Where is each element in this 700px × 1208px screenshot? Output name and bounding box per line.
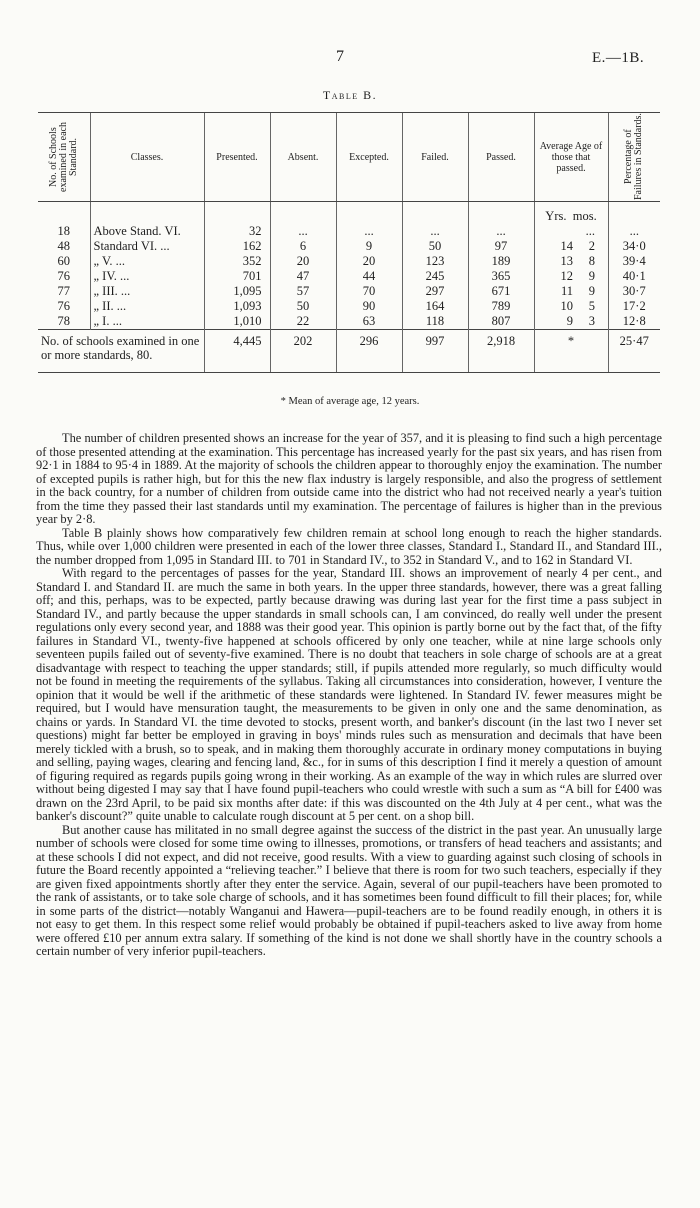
table-title: Table B. [322, 88, 378, 102]
cell-presented: 1,095 [204, 284, 270, 299]
cell-schools: 48 [57, 239, 70, 253]
total-presented: 4,445 [204, 330, 270, 373]
paragraph: The number of children presented shows an increase for the year of 357, and it is pleasing to find such a high percentage of those presented attending at the examination. This percentage has increased yearly for the past six years, and has risen from 92·1 in 1884 to 95·4 in 1889. At the majority of schools the children appear to thoroughly enjoy the examination. The number of excepted pupils is rather high, but for this the new flax industry is largely responsible, and also the progress of settlement in the back country, for a number of children from outside came into the district who had not received nearly a year's tuition from the time they passed their last standards until my examination. The percentage of failures is higher than in the previous year by 2·8. [36, 431, 662, 526]
cell-excepted: 90 [336, 299, 402, 314]
age-units: Yrs. mos. [534, 202, 608, 225]
cell-schools: 76 [57, 269, 70, 283]
table-row [38, 254, 660, 269]
total-failed: 997 [402, 330, 468, 373]
cell-excepted: ... [336, 224, 402, 239]
cell-months: 3 [588, 314, 595, 328]
cell-presented: 1,093 [204, 299, 270, 314]
cell-months: 9 [588, 269, 595, 283]
cell-years: 14 [560, 239, 573, 253]
table-row [38, 284, 660, 299]
cell-years: 11 [560, 284, 573, 298]
cell-excepted: 70 [336, 284, 402, 299]
header-average-age: Average Age of those that passed. [534, 113, 608, 202]
paragraph: Table B plainly shows how comparatively few children remain at school long enough to reach the higher standards. Thus, while over 1,000 children were presented in each of the lower three classes, Standard I., Standard II., and Standard III., the number dropped from 1,095 in Standard III. to 701 in Standard IV., to 352 in Standard V., and to 162 in Standard VI. [36, 525, 662, 567]
header-classes: Classes. [90, 113, 204, 202]
cell-passed: 365 [468, 269, 534, 284]
totals-row [38, 330, 660, 373]
cell-passed: 671 [468, 284, 534, 299]
cell-presented: 352 [204, 254, 270, 269]
cell-absent: 50 [270, 299, 336, 314]
total-excepted: 296 [336, 330, 402, 373]
cell-class: „ V. ... [90, 254, 204, 269]
cell-years: 13 [560, 254, 573, 268]
cell-months: 2 [588, 239, 595, 253]
cell-average-age [534, 239, 608, 254]
cell-schools: 18 [57, 224, 70, 238]
cell-average-age [534, 254, 608, 269]
page-number: 7 [336, 48, 344, 65]
header-presented: Presented. [204, 113, 270, 202]
total-passed: 2,918 [468, 330, 534, 373]
cell-percentage: 17·2 [608, 299, 660, 314]
cell-schools: 60 [57, 254, 70, 268]
cell-class: Above Stand. VI. [90, 224, 204, 239]
cell-passed: 789 [468, 299, 534, 314]
cell-excepted: 20 [336, 254, 402, 269]
cell-failed: 50 [402, 239, 468, 254]
cell-absent: 6 [270, 239, 336, 254]
cell-passed: 189 [468, 254, 534, 269]
cell-failed: ... [402, 224, 468, 239]
cell-class: „ I. ... [90, 314, 204, 330]
cell-absent: 22 [270, 314, 336, 330]
statistics-table [38, 112, 660, 373]
cell-average-age [534, 299, 608, 314]
header-passed: Passed. [468, 113, 534, 202]
cell-excepted: 9 [336, 239, 402, 254]
cell-failed: 164 [402, 299, 468, 314]
cell-presented: 162 [204, 239, 270, 254]
cell-months: 5 [588, 299, 595, 313]
total-percentage: 25·47 [608, 330, 660, 373]
cell-months: ... [585, 224, 595, 238]
cell-presented: 1,010 [204, 314, 270, 330]
cell-years: 12 [560, 269, 573, 283]
cell-percentage: 34·0 [608, 239, 660, 254]
cell-passed: 807 [468, 314, 534, 330]
total-average-age: * [534, 330, 608, 373]
cell-months: 8 [588, 254, 595, 268]
totals-label: No. of schools examined in one or more standards, 80. [38, 330, 204, 373]
header-absent: Absent. [270, 113, 336, 202]
cell-absent: 57 [270, 284, 336, 299]
cell-failed: 297 [402, 284, 468, 299]
header-failed: Failed. [402, 113, 468, 202]
body-text [36, 432, 662, 959]
paragraph: With regard to the percentages of passes for the year, Standard III. shows an improvement of nearly 4 per cent., and Standard I. and Standard II. are much the same in both years. In the upper three standards, however, there was a great falling off; and this, perhaps, was to be expected, partly because drawing was during last year for the first time a pass subject in Standard IV., and partly because the upper standards in small schools can, I am convinced, do really well under the present regulations only every second year, and 1888 was their good year. This opinion is partly borne out by the fact that, of the fifty failures in Standard VI., twenty-five happened at schools officered by only one teacher, while at nine large schools only seventeen pupils failed out of seventy-five examined. There is no doubt that teachers in sole charge of schools are at a great disadvantage with respect to teaching the upper standards; still, if pupils attended more regularly, so much difficulty would not be found in meeting the requirements of the syllabus. Taking all circumstances into consideration, however, I venture the opinion that it would be well if the arithmetic of these standards were lightened. In Standard IV. fewer measures might be required, but I would have mensuration taught, the measurements to be given in only one and the same denomination, as chains or yards. In Standard VI. the time devoted to stocks, present worth, and banker's discount (in the last two I never set questions) might far better be employed in graving in boys' minds rules such as mensuration and decimals that have been merely tickled with a brush, so to speak, and in making them thoroughly accurate in ordinary money computations in buying and selling, paying wages, clearing and fencing land, &c., for in sums of this description I find it merely a question of amount of figuring required as regards pupils going wrong in their working. As an example of the way in which rules are slurred over without being digested I may say that I have found pupil-teachers who could wrestle with such a sum as “A bill for £400 was drawn on the 23rd April, to be paid six months after date: if this was discounted on the 4th July at 4 per cent., what was the banker's discount?” quite unable to calculate rough discount at 5 per cent. on a shop bill. [36, 566, 662, 823]
table-row [38, 239, 660, 254]
cell-failed: 118 [402, 314, 468, 330]
cell-class: „ II. ... [90, 299, 204, 314]
cell-average-age [534, 269, 608, 284]
cell-years: 10 [560, 299, 573, 313]
total-absent: 202 [270, 330, 336, 373]
cell-percentage: 30·7 [608, 284, 660, 299]
cell-percentage: 12·8 [608, 314, 660, 330]
table-footnote: * Mean of average age, 12 years. [280, 396, 420, 407]
cell-average-age [534, 224, 608, 239]
cell-schools: 76 [57, 299, 70, 313]
table-row [38, 269, 660, 284]
cell-years: 9 [566, 314, 573, 328]
document-reference: E.—1B. [592, 50, 645, 66]
cell-percentage: ... [608, 224, 660, 239]
cell-failed: 245 [402, 269, 468, 284]
cell-presented: 701 [204, 269, 270, 284]
cell-excepted: 63 [336, 314, 402, 330]
cell-schools: 78 [57, 314, 70, 328]
cell-absent: ... [270, 224, 336, 239]
table-header-row [38, 113, 660, 202]
header-percentage: Percentage of Failures in Standards. [608, 113, 660, 202]
cell-failed: 123 [402, 254, 468, 269]
header-schools: No. of Schools examined in each Standard. [38, 113, 90, 202]
cell-months: 9 [588, 284, 595, 298]
table-row [38, 224, 660, 239]
cell-class: Standard VI. ... [90, 239, 204, 254]
units-row [38, 202, 660, 225]
cell-average-age [534, 314, 608, 330]
cell-absent: 20 [270, 254, 336, 269]
cell-class: „ IV. ... [90, 269, 204, 284]
cell-passed: 97 [468, 239, 534, 254]
cell-percentage: 40·1 [608, 269, 660, 284]
paragraph: But another cause has militated in no small degree against the success of the district in the past year. An unusually large number of schools were closed for some time owing to illnesses, promotions, or transfers of head teachers and assistants; and at these schools I did not expect, and did not receive, good results. With a view to guarding against such closing of schools in future the Board recently appointed a “relieving teacher.” I believe that there is room for two such teachers, especially if they are given fixed appointments shortly after they enter the service. Again, several of our pupil-teachers have been promoted to the rank of assistants, or to take sole charge of schools, and it has sometimes been found difficult to fill their places; for, while in some parts of the district—notably Wanganui and Hawera—pupil-teachers are to be found readily enough, in others it is not easy to get them. In this respect some relief would probably be obtained if pupil-teachers asked to live away from home were offered £10 per annum extra salary. If something of the kind is not done we shall shortly have in the country schools a certain number of very inferior pupil-teachers. [36, 822, 662, 958]
header-excepted: Excepted. [336, 113, 402, 202]
cell-excepted: 44 [336, 269, 402, 284]
cell-absent: 47 [270, 269, 336, 284]
cell-average-age [534, 284, 608, 299]
cell-schools: 77 [57, 284, 70, 298]
table-row [38, 299, 660, 314]
cell-passed: ... [468, 224, 534, 239]
cell-percentage: 39·4 [608, 254, 660, 269]
cell-class: „ III. ... [90, 284, 204, 299]
cell-presented: 32 [204, 224, 270, 239]
table-row [38, 314, 660, 330]
